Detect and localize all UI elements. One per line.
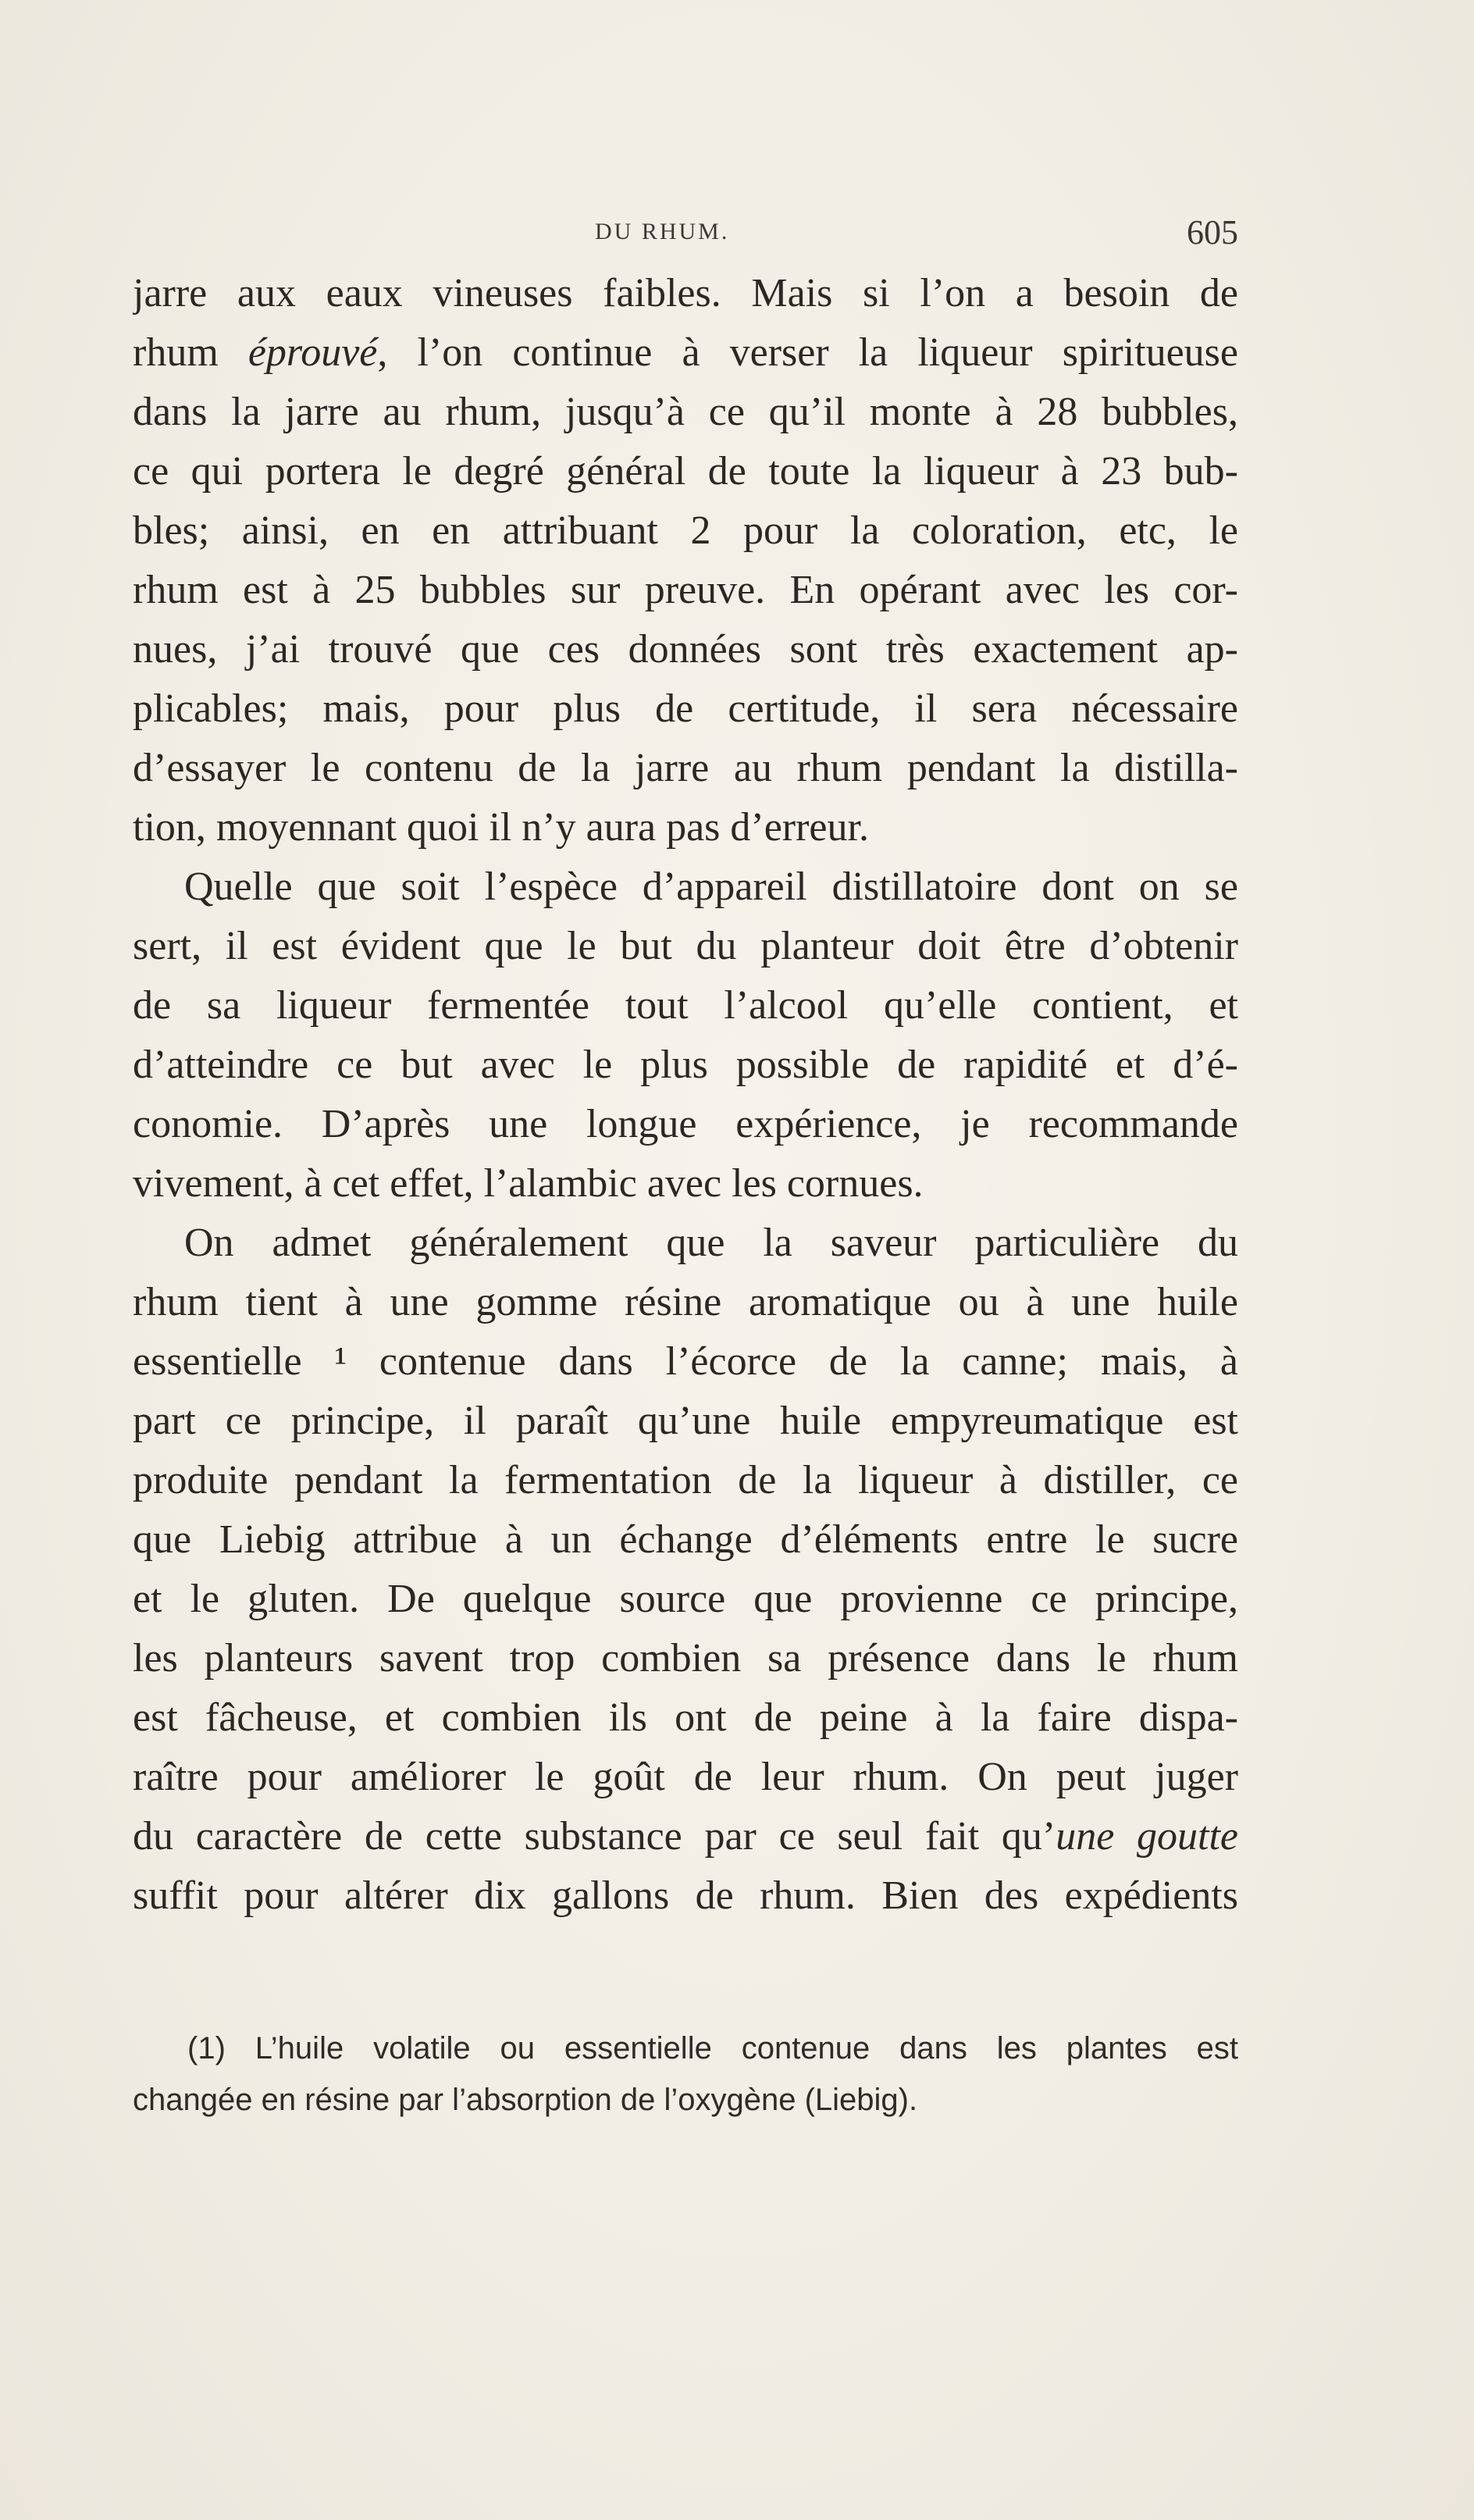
footnote — [133, 2023, 1238, 2126]
text-line: On admet généralement que la saveur particulière du — [184, 1221, 1238, 1265]
text-line: plicables; mais, pour plus de certitude, il sera nécessaire — [133, 686, 1238, 731]
text-line: bles; ainsi, en en attribuant 2 pour la coloration, etc, le — [133, 508, 1238, 553]
text-line: d’essayer le contenu de la jarre au rhum pendant la distilla- — [133, 746, 1238, 790]
text-line: conomie. D’après une longue expérience, je recommande — [133, 1102, 1238, 1146]
text-line: vivement, à cet effet, l’alambic avec les cornues. — [133, 1161, 924, 1206]
text-line: dans la jarre au rhum, jusqu’à ce qu’il monte à 28 bubbles, — [133, 390, 1238, 434]
text-line: suffit pour altérer dix gallons de rhum. Bien des expédients — [133, 1873, 1238, 1918]
text-line: ce qui portera le degré général de toute la liqueur à 23 bub- — [133, 449, 1238, 494]
text-line: rhum éprouvé, l’on continue à verser la liqueur spiritueuse — [133, 330, 1238, 375]
text-line: est fâcheuse, et combien ils ont de peine à la faire dispa- — [133, 1695, 1238, 1740]
footnote-line: (1) L’huile volatile ou essentielle contenue dans les plantes est — [187, 2031, 1238, 2066]
running-title: DU RHUM. — [595, 219, 730, 244]
text-line: d’atteindre ce but avec le plus possible de rapidité et d’é- — [133, 1043, 1238, 1087]
text-line: de sa liqueur fermentée tout l’alcool qu’elle contient, et — [133, 983, 1238, 1028]
text-line: raître pour améliorer le goût de leur rhum. On peut juger — [133, 1755, 1238, 1799]
text-line: rhum est à 25 bubbles sur preuve. En opérant avec les cor- — [133, 568, 1238, 612]
running-head — [133, 212, 1238, 251]
text-line: part ce principe, il paraît qu’une huile empyreumatique est — [133, 1399, 1238, 1443]
text-line: jarre aux eaux vineuses faibles. Mais si l’on a besoin de — [133, 271, 1238, 315]
text-line: essentielle ¹ contenue dans l’écorce de la canne; mais, à — [133, 1339, 1238, 1384]
text-line: les planteurs savent trop combien sa présence dans le rhum — [133, 1636, 1238, 1681]
body-text — [133, 264, 1238, 1926]
text-line: que Liebig attribue à un échange d’éléments entre le sucre — [133, 1517, 1238, 1562]
footnote-line: changée en résine par l’absorption de l’oxygène (Liebig). — [133, 2083, 918, 2117]
text-line: nues, j’ai trouvé que ces données sont très exactement ap- — [133, 627, 1238, 672]
text-line: du caractère de cette substance par ce seul fait qu’une goutte — [133, 1814, 1238, 1859]
text-line: produite pendant la fermentation de la liqueur à distiller, ce — [133, 1458, 1238, 1502]
text-line: tion, moyennant quoi il n’y aura pas d’erreur. — [133, 805, 869, 850]
text-line: et le gluten. De quelque source que provienne ce principe, — [133, 1577, 1238, 1621]
text-line: rhum tient à une gomme résine aromatique ou à une huile — [133, 1280, 1238, 1324]
italic-phrase: éprouvé — [247, 330, 378, 375]
page-number: 605 — [1187, 213, 1238, 251]
italic-phrase: une goutte — [1056, 1814, 1238, 1859]
text-line: Quelle que soit l’espèce d’appareil distillatoire dont on se — [184, 864, 1238, 909]
text-line: sert, il est évident que le but du planteur doit être d’obtenir — [133, 924, 1238, 968]
